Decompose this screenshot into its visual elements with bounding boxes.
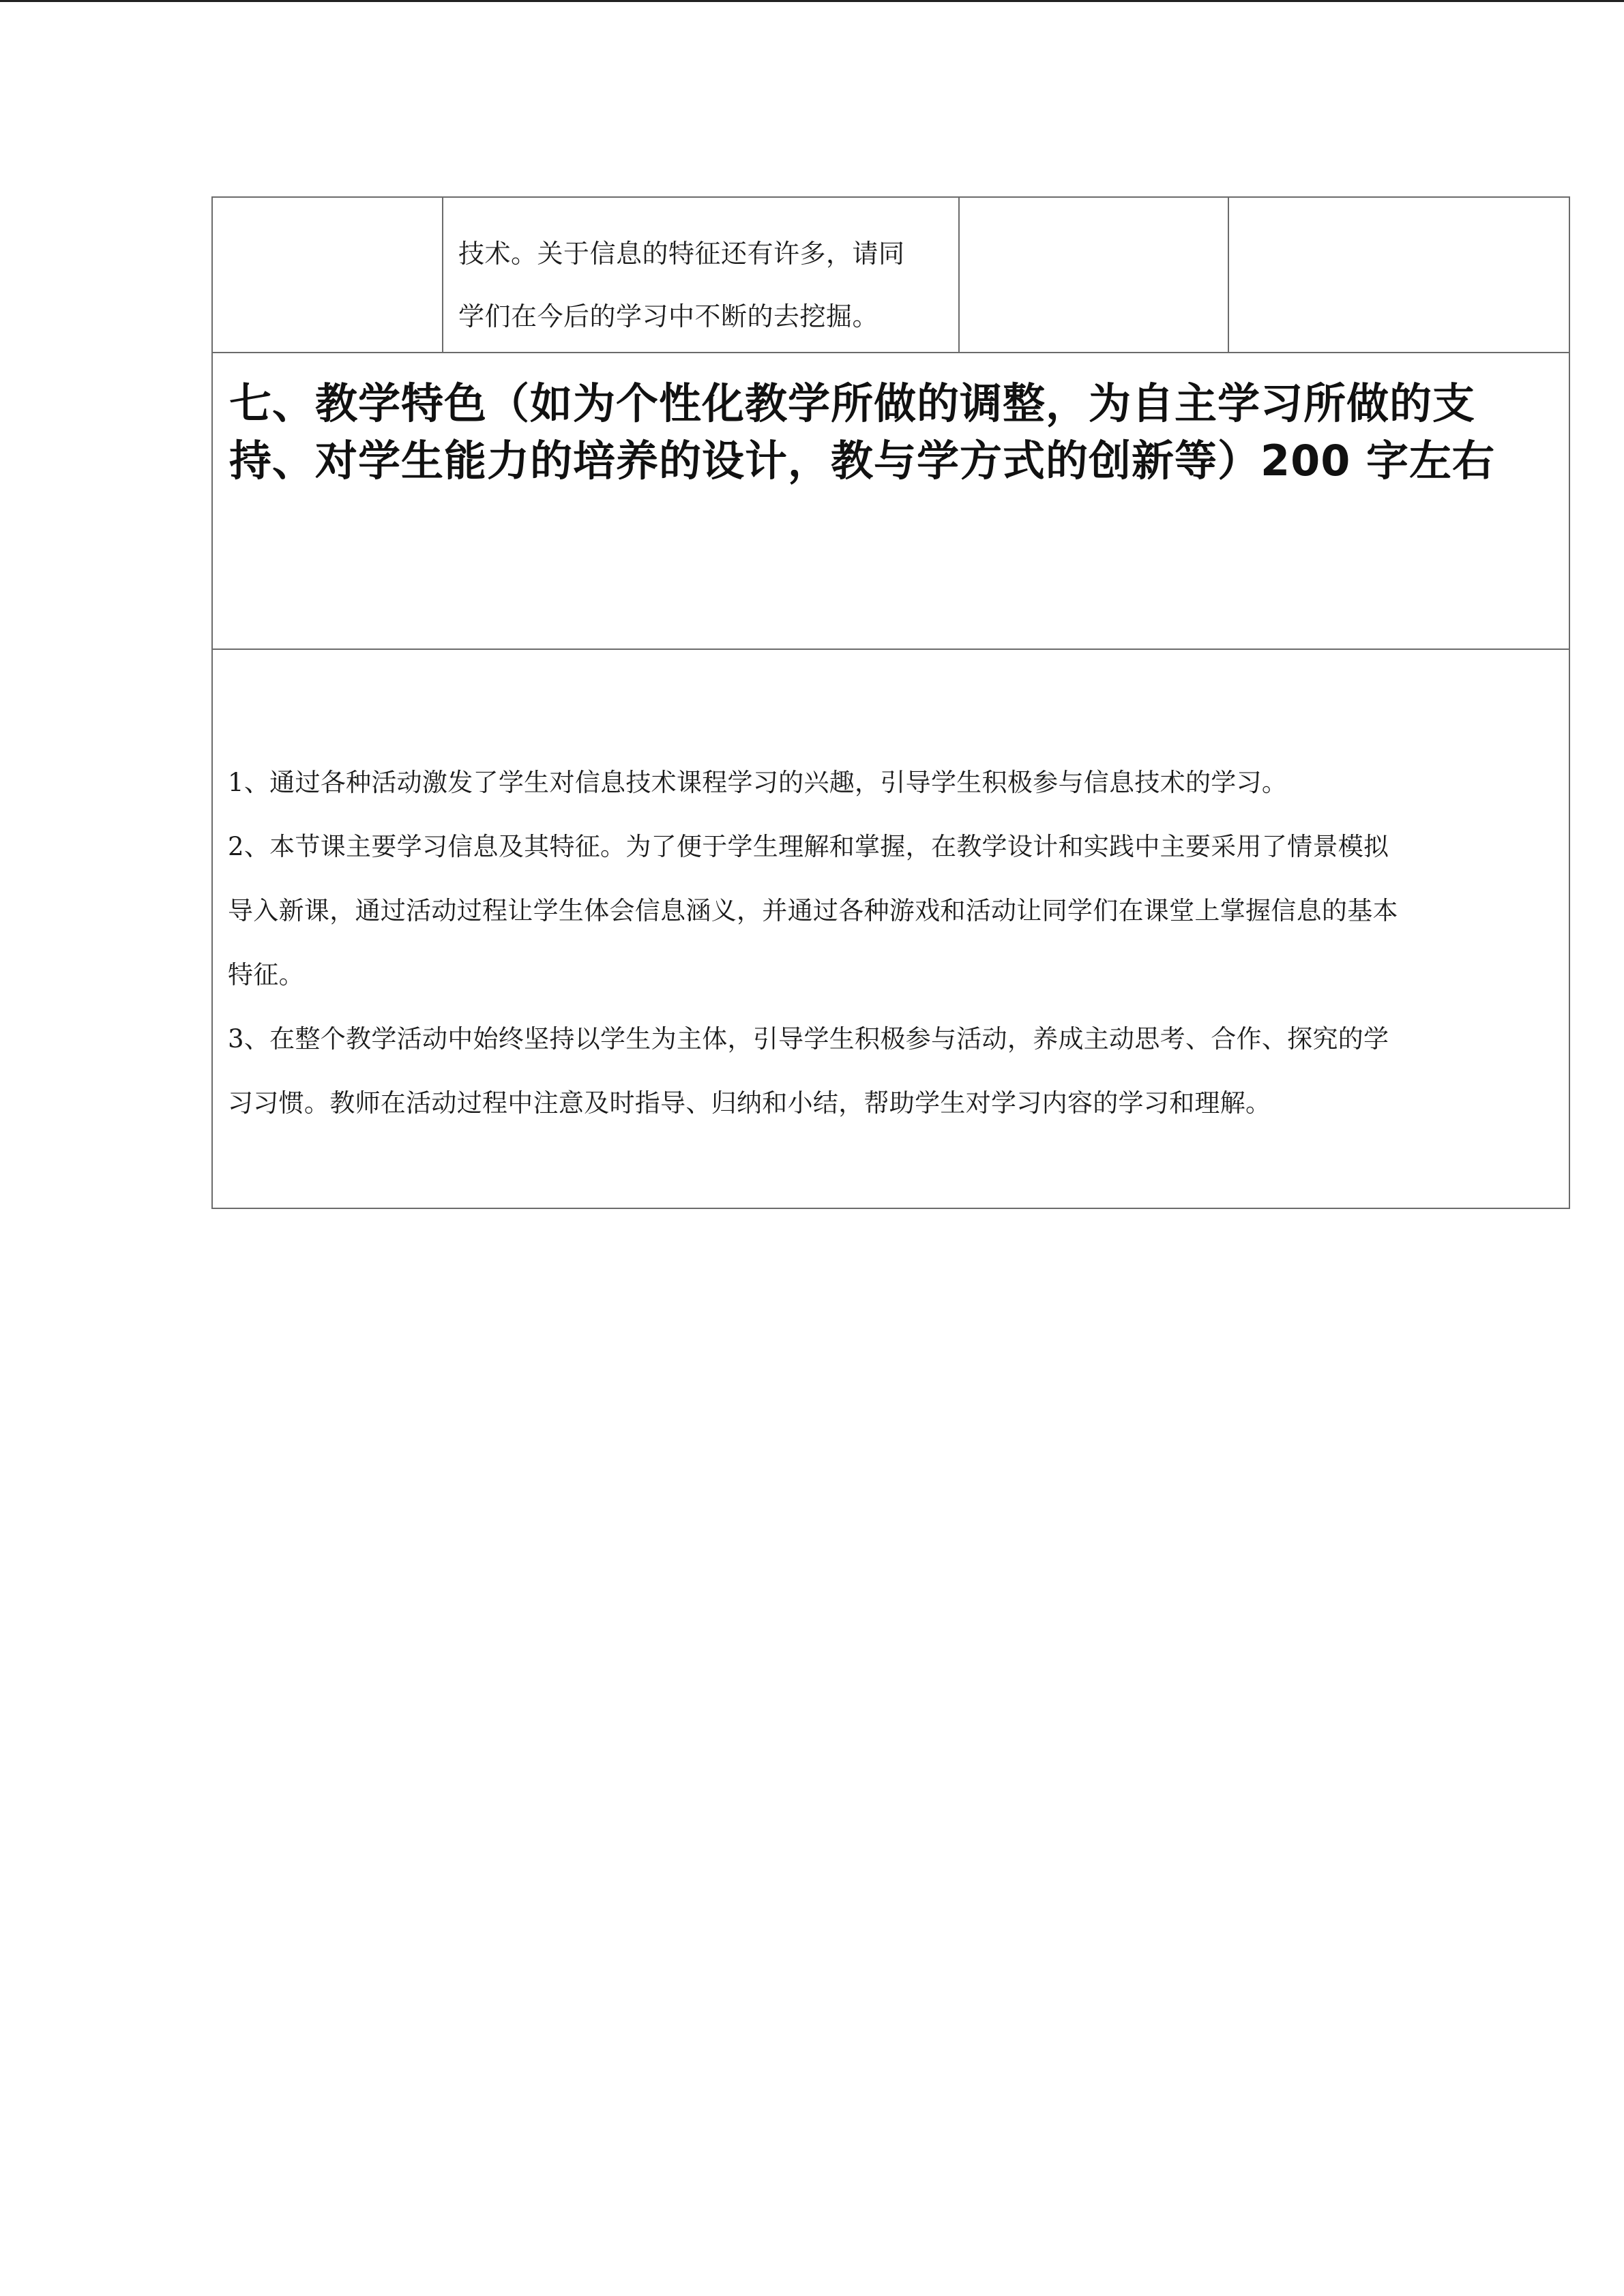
- continuation-row: [212, 197, 1569, 353]
- section-heading-cell: [212, 353, 1569, 649]
- empty-cell-notes: [1228, 197, 1569, 353]
- body-line: 习习惯。教师在活动过程中注意及时指导、归纳和小结，帮助学生对学习内容的学习和理解。: [228, 1088, 1271, 1118]
- body-line: 2、本节课主要学习信息及其特征。为了便于学生理解和掌握，在教学设计和实践中主要采用了情景模拟: [228, 832, 1389, 861]
- section-heading-row: [212, 353, 1569, 649]
- heading-line: 七、教学特色（如为个性化教学所做的调整，为自主学习所做的支: [229, 378, 1476, 428]
- section-body: [213, 650, 1569, 1135]
- teacher-activity-cell: [443, 197, 959, 353]
- teacher-activity-text: [443, 198, 958, 348]
- section-body-cell: [212, 649, 1569, 1208]
- body-line: 3、在整个教学活动中始终坚持以学生为主体，引导学生积极参与活动，养成主动思考、合作、探究的学: [228, 1024, 1389, 1054]
- body-line: 1、通过各种活动激发了学生对信息技术课程学习的兴趣，引导学生积极参与信息技术的学习。: [228, 768, 1288, 797]
- body-line: 特征。: [228, 960, 304, 989]
- lesson-plan-table: [211, 196, 1570, 1209]
- section-heading: [213, 353, 1569, 490]
- heading-line: 持、对学生能力的培养的设计，教与学方式的创新等）200 字左右: [229, 436, 1496, 486]
- section-body-row: [212, 649, 1569, 1208]
- text-line: 学们在今后的学习中不断的去挖掘。: [458, 301, 879, 331]
- text-line: 技术。关于信息的特征还有许多，请同: [458, 239, 905, 269]
- page-top-border: [0, 0, 1624, 2]
- empty-cell-stage: [212, 197, 443, 353]
- body-line: 导入新课，通过活动过程让学生体会信息涵义，并通过各种游戏和活动让同学们在课堂上掌握信息的基本: [228, 896, 1398, 925]
- empty-cell-student-activity: [959, 197, 1228, 353]
